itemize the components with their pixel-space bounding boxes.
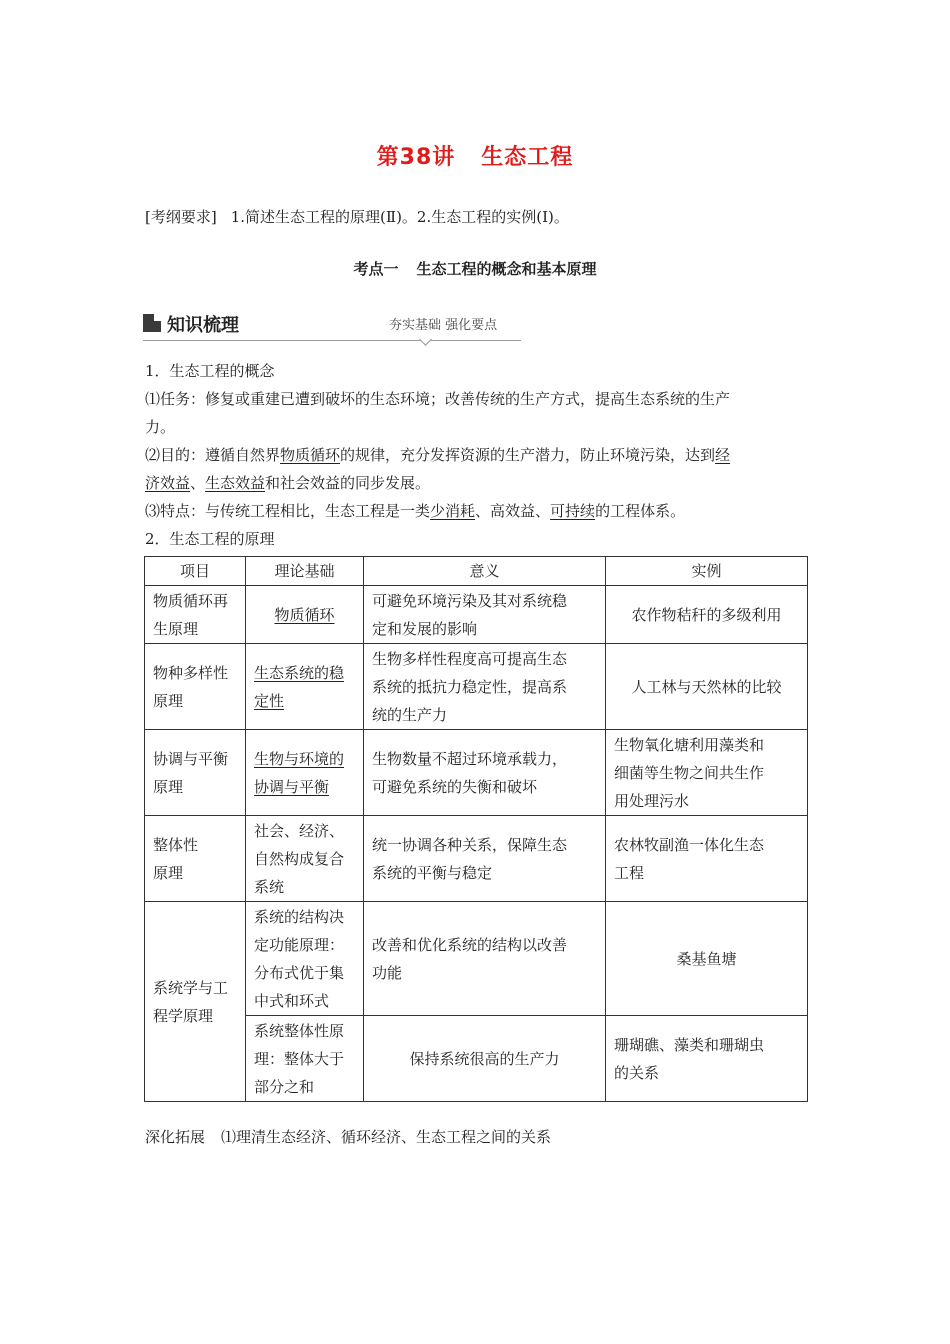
table-header: 意义: [364, 557, 606, 586]
cell-line: 自然构成复合: [254, 849, 345, 868]
cell-line: 系统: [254, 877, 285, 896]
banner-notch: [419, 333, 432, 346]
cell-line: 细菌等生物之间共生作: [614, 763, 765, 782]
feature-key-term: 可持续: [550, 502, 596, 520]
cell-line: 功能: [372, 963, 403, 982]
principle-heading: 2．生态工程的原理: [145, 530, 275, 548]
table-header: 项目: [145, 557, 246, 586]
cell-line: 程学原理: [153, 1006, 214, 1025]
deep-extension: [145, 1126, 551, 1147]
cell-line: 生物数量不超过环境承载力，: [372, 749, 568, 768]
table-row: [145, 730, 808, 816]
task-line-1: ⑴任务：修复或重建已遭到破坏的生态环境；改善传统的生产方式，提高生态系统的生产: [145, 390, 731, 408]
kaodian-text: 生态工程的概念和基本原理: [416, 260, 597, 278]
lecture-topic: 生态工程: [481, 145, 574, 170]
feature-text: 、高效益、: [475, 502, 551, 520]
cell-line: 人工林与天然林的比较: [631, 677, 782, 696]
cell-line: 可避免系统的失衡和破坏: [372, 777, 538, 796]
cell-line: 用处理污水: [614, 791, 690, 810]
deep-text: ⑴理清生态经济、循环经济、生态工程之间的关系: [221, 1128, 552, 1146]
cell-line: 的关系: [614, 1063, 660, 1082]
goal-key-term: 物质循环: [280, 446, 341, 464]
cell-line: 理：整体大于: [254, 1049, 345, 1068]
goal-text: 的规律，充分发挥资源的生产潜力，防止环境污染，达到: [340, 446, 716, 464]
table-cell-example: [606, 644, 808, 730]
cell-line: 工程: [614, 863, 645, 882]
cell-line: 整体性: [153, 835, 199, 854]
cell-line: 生物与环境的: [254, 749, 345, 768]
cell-line: 系统的平衡与稳定: [372, 863, 493, 882]
cell-line: 保持系统很高的生产力: [409, 1049, 560, 1068]
table-cell-item: [145, 644, 246, 730]
table-cell-basis: [246, 1016, 364, 1102]
table-cell-meaning: [364, 1016, 606, 1102]
cell-line: 定功能原理：: [254, 935, 345, 954]
kaodian-heading: [0, 258, 950, 279]
cell-line: 原理: [153, 863, 184, 882]
table-cell-item: [145, 902, 246, 1102]
goal-line-1: [145, 441, 815, 469]
table-row: [145, 644, 808, 730]
goal-text: 、: [190, 474, 206, 492]
concept-heading: 1．生态工程的概念: [145, 362, 275, 380]
table-cell-item: [145, 730, 246, 816]
cell-line: 社会、经济、: [254, 821, 345, 840]
cell-line: 改善和优化系统的结构以改善: [372, 935, 568, 954]
banner-title: 知识梳理: [167, 315, 239, 336]
cell-line: 物种多样性: [153, 663, 229, 682]
table-cell-example: [606, 902, 808, 1016]
feature-line: [145, 497, 815, 525]
cell-line: 可避免环境污染及其对系统稳: [372, 591, 568, 610]
cell-line: 系统的抵抗力稳定性，提高系: [372, 677, 568, 696]
requirements-tag: [考纲要求]: [145, 208, 217, 226]
cell-line: 定性: [254, 691, 285, 710]
task-line-2: 力。: [145, 418, 176, 436]
cell-line: 原理: [153, 691, 184, 710]
section-banner: [143, 310, 521, 342]
feature-text: ⑶特点：与传统工程相比，生态工程是一类: [145, 502, 431, 520]
banner-rule: [143, 340, 521, 341]
goal-text: 和社会效益的同步发展。: [265, 474, 431, 492]
table-cell-example: [606, 730, 808, 816]
cell-line: 系统的结构决: [254, 907, 345, 926]
table-cell-basis: [246, 586, 364, 644]
cell-line: 物质循环: [274, 605, 335, 624]
goal-key-term: 济效益: [145, 474, 191, 492]
cell-line: 统的生产力: [372, 705, 448, 724]
table-cell-meaning: [364, 902, 606, 1016]
table-header: 实例: [606, 557, 808, 586]
table-cell-example: [606, 586, 808, 644]
page-title: [0, 140, 950, 171]
table-cell-meaning: [364, 586, 606, 644]
goal-line-2: [145, 469, 815, 497]
table-header: 理论基础: [246, 557, 364, 586]
table-row: [145, 586, 808, 644]
cell-line: 部分之和: [254, 1077, 315, 1096]
table-cell-item: [145, 586, 246, 644]
table-cell-example: [606, 1016, 808, 1102]
table-cell-meaning: [364, 730, 606, 816]
requirements-text: 1.简述生态工程的原理(Ⅱ)。2.生态工程的实例(Ⅰ)。: [230, 208, 569, 226]
cell-line: 分布式优于集: [254, 963, 345, 982]
cell-line: 协调与平衡: [153, 749, 229, 768]
cell-line: 协调与平衡: [254, 777, 330, 796]
table-cell-example: [606, 816, 808, 902]
cell-line: 生物多样性程度高可提高生态: [372, 649, 568, 668]
table-cell-basis: [246, 902, 364, 1016]
goal-key-term: 经: [715, 446, 731, 464]
cell-line: 统一协调各种关系，保障生态: [372, 835, 568, 854]
cell-line: 系统学与工: [153, 978, 229, 997]
goal-key-term: 生态效益: [205, 474, 266, 492]
feature-text: 的工程体系。: [595, 502, 686, 520]
cell-line: 物质循环再: [153, 591, 229, 610]
cell-line: 桑基鱼塘: [676, 949, 737, 968]
table-cell-basis: [246, 816, 364, 902]
cell-line: 生态系统的稳: [254, 663, 345, 682]
cell-line: 生原理: [153, 619, 199, 638]
cell-line: 珊瑚礁、藻类和珊瑚虫: [614, 1035, 765, 1054]
kaodian-label: 考点一: [353, 260, 399, 278]
cell-line: 系统整体性原: [254, 1021, 345, 1040]
deep-label: 深化拓展: [145, 1128, 206, 1146]
cell-line: 原理: [153, 777, 184, 796]
table-cell-item: [145, 816, 246, 902]
table-row: [145, 902, 808, 1016]
table-cell-meaning: [364, 816, 606, 902]
cell-line: 生物氧化塘利用藻类和: [614, 735, 765, 754]
table-header-row: [145, 557, 808, 586]
banner-square-icon: [143, 314, 161, 332]
table-cell-basis: [246, 644, 364, 730]
lecture-number: 第38讲: [376, 145, 456, 170]
exam-requirements: [145, 206, 569, 227]
table-cell-basis: [246, 730, 364, 816]
cell-line: 农作物秸秆的多级利用: [631, 605, 782, 624]
principles-table: [144, 556, 808, 1102]
table-row: [145, 816, 808, 902]
goal-text: ⑵目的：遵循自然界: [145, 446, 281, 464]
cell-line: 定和发展的影响: [372, 619, 478, 638]
feature-key-term: 少消耗: [430, 502, 476, 520]
banner-subtitle: 夯实基础 强化要点: [389, 318, 498, 333]
cell-line: 农林牧副渔一体化生态: [614, 835, 765, 854]
cell-line: 中式和环式: [254, 991, 330, 1010]
table-cell-meaning: [364, 644, 606, 730]
